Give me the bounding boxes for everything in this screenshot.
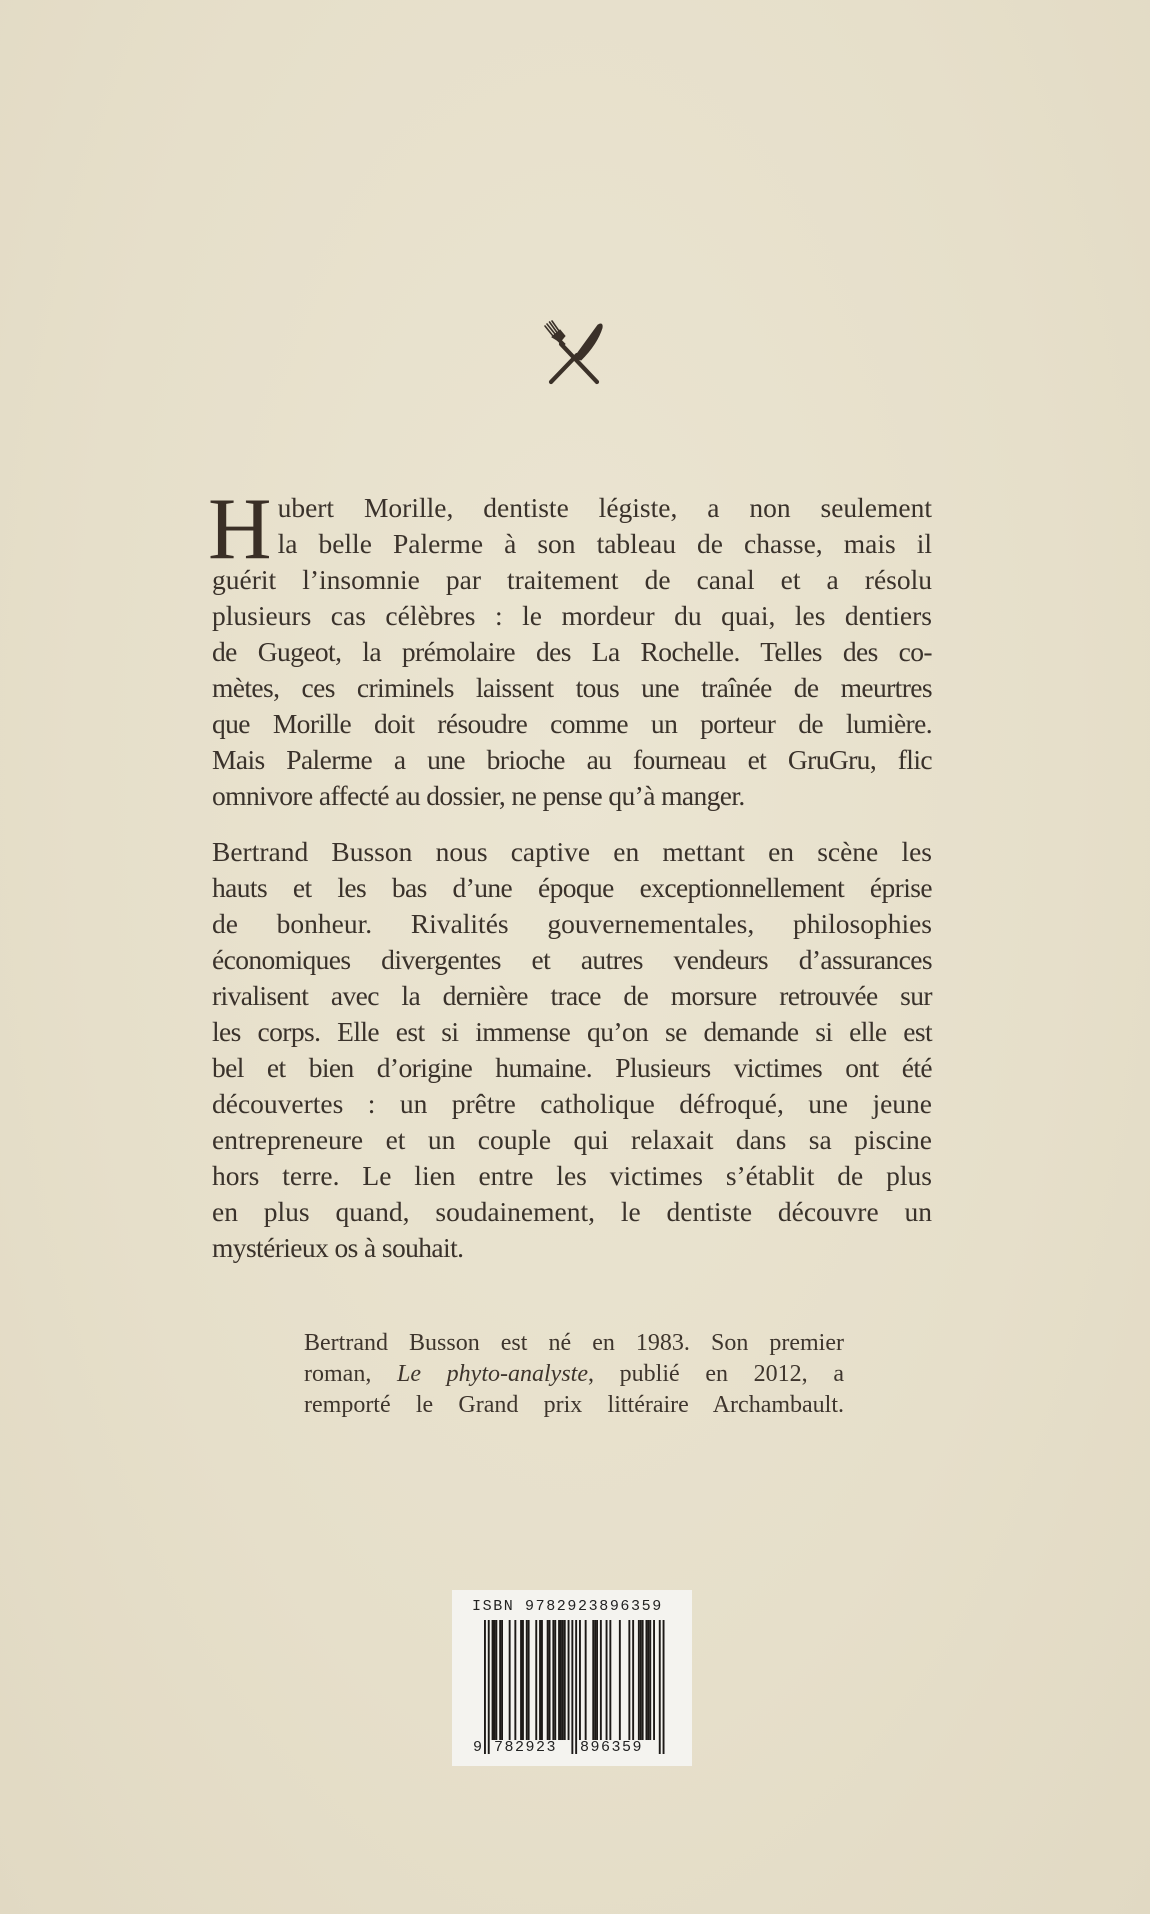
barcode-bar xyxy=(659,1620,661,1754)
barcode-bar xyxy=(568,1620,570,1740)
bio-text: , publié en 2012, a xyxy=(587,1361,845,1387)
barcode-bar xyxy=(552,1620,554,1740)
text-line: mètes, ces criminels laissent tous une traînée de meurtres xyxy=(212,672,932,703)
barcode-bar xyxy=(495,1620,497,1740)
barcode-bar xyxy=(539,1620,541,1740)
barcode-bar xyxy=(632,1620,634,1740)
barcode-bar xyxy=(609,1620,611,1740)
barcode-bar xyxy=(575,1620,577,1754)
barcode-bar xyxy=(638,1620,640,1740)
bio-text: roman, xyxy=(304,1361,397,1387)
bio-line: Bertrand Busson est né en 1983. Son premier xyxy=(304,1330,844,1356)
text-line: hauts et les bas d’une époque exceptionnellement éprise xyxy=(212,872,932,903)
isbn-digits-left: 782923 xyxy=(494,1739,558,1756)
barcode-bar xyxy=(594,1620,596,1740)
barcode-bar xyxy=(600,1620,602,1740)
barcode-bar xyxy=(606,1620,608,1740)
barcode-bar xyxy=(541,1620,543,1740)
isbn-label: ISBN 9782923896359 xyxy=(472,1598,663,1615)
barcode-bar xyxy=(549,1620,551,1740)
barcode-bar xyxy=(488,1620,490,1754)
text-line: bel et bien d’origine humaine. Plusieurs victimes ont été xyxy=(212,1052,932,1083)
text-line: guérit l’insomnie par traitement de canal et a résolu xyxy=(212,564,932,595)
text-line: omnivore affecté au dossier, ne pense qu’à manger. xyxy=(212,780,745,811)
text-line: Bertrand Busson nous captive en mettant en scène les xyxy=(212,836,932,867)
barcode-bar xyxy=(514,1620,516,1740)
barcode-bar xyxy=(649,1620,651,1740)
barcode-bar xyxy=(579,1620,581,1740)
barcode-bar xyxy=(484,1620,486,1754)
barcode-bar xyxy=(564,1620,566,1740)
barcode-bar xyxy=(592,1620,594,1740)
barcode-bar xyxy=(526,1620,528,1740)
text-line: de bonheur. Rivalités gouvernementales, philosophies xyxy=(212,908,932,939)
barcode-bar xyxy=(628,1620,630,1740)
text-line: la belle Palerme à son tableau de chasse, mais il xyxy=(277,528,932,559)
fork-and-knife-crossed-icon xyxy=(543,320,605,386)
barcode-bar xyxy=(509,1620,511,1740)
barcode-bar xyxy=(499,1620,501,1740)
barcode-bar xyxy=(571,1620,573,1754)
barcode-bar xyxy=(596,1620,598,1740)
barcode-bar xyxy=(653,1620,655,1740)
barcode-bar xyxy=(535,1620,537,1740)
text-line: entrepreneure et un couple qui relaxait dans sa piscine xyxy=(212,1124,932,1155)
barcode-bar xyxy=(642,1620,644,1740)
barcode-bar xyxy=(558,1620,560,1740)
isbn-digit-first: 9 xyxy=(473,1739,484,1756)
isbn-digits-right: 896359 xyxy=(580,1739,644,1756)
text-line: hors terre. Le lien entre les victimes s’établit de plus xyxy=(212,1160,932,1191)
barcode-bar xyxy=(501,1620,503,1740)
book-title: Le phyto-analyste xyxy=(397,1361,588,1387)
blurb-paragraph-1 xyxy=(208,481,932,814)
text-line: de Gugeot, la prémolaire des La Rochelle. Telles des co- xyxy=(212,636,932,667)
barcode-bar xyxy=(547,1620,549,1740)
barcode-bar xyxy=(562,1620,564,1740)
barcode-bar xyxy=(520,1620,522,1740)
text-line: les corps. Elle est si immense qu’on se demande si elle est xyxy=(212,1016,932,1047)
bio-line: remporté le Grand prix littéraire Archambault. xyxy=(304,1392,844,1418)
text-line: plusieurs cas célèbres : le mordeur du quai, les dentiers xyxy=(212,600,932,631)
blurb-paragraph-2 xyxy=(212,834,932,1266)
bio-line xyxy=(304,1359,844,1390)
isbn-barcode xyxy=(452,1590,692,1766)
barcode-bar xyxy=(663,1620,665,1754)
barcode-bar xyxy=(492,1620,494,1740)
text-line: que Morille doit résoudre comme un porteur de lumière. xyxy=(212,708,932,739)
barcode-bars xyxy=(452,1590,692,1766)
drop-cap: H xyxy=(208,481,272,578)
barcode-bar xyxy=(646,1620,648,1740)
barcode-bar xyxy=(585,1620,587,1740)
barcode-bar xyxy=(522,1620,524,1740)
author-bio xyxy=(304,1328,844,1421)
text-line: découvertes : un prêtre catholique défroqué, une jeune xyxy=(212,1088,932,1119)
text-line: ubert Morille, dentiste légiste, a non seulement xyxy=(277,492,932,523)
barcode-bar xyxy=(494,1620,496,1740)
text-line: en plus quand, soudainement, le dentiste découvre un xyxy=(212,1196,932,1227)
text-line: mystérieux os à souhait. xyxy=(212,1232,464,1263)
barcode-bar xyxy=(560,1620,562,1740)
text-line: rivalisent avec la dernière trace de morsure retrouvée sur xyxy=(212,980,932,1011)
barcode-bar xyxy=(640,1620,642,1740)
text-line: Mais Palerme a une brioche au fourneau et GruGru, flic xyxy=(212,744,932,775)
text-line: économiques divergentes et autres vendeurs d’assurances xyxy=(212,944,932,975)
barcode-bar xyxy=(619,1620,621,1740)
barcode-bar xyxy=(554,1620,556,1740)
barcode-bar xyxy=(647,1620,649,1740)
barcode-bar xyxy=(528,1620,530,1740)
